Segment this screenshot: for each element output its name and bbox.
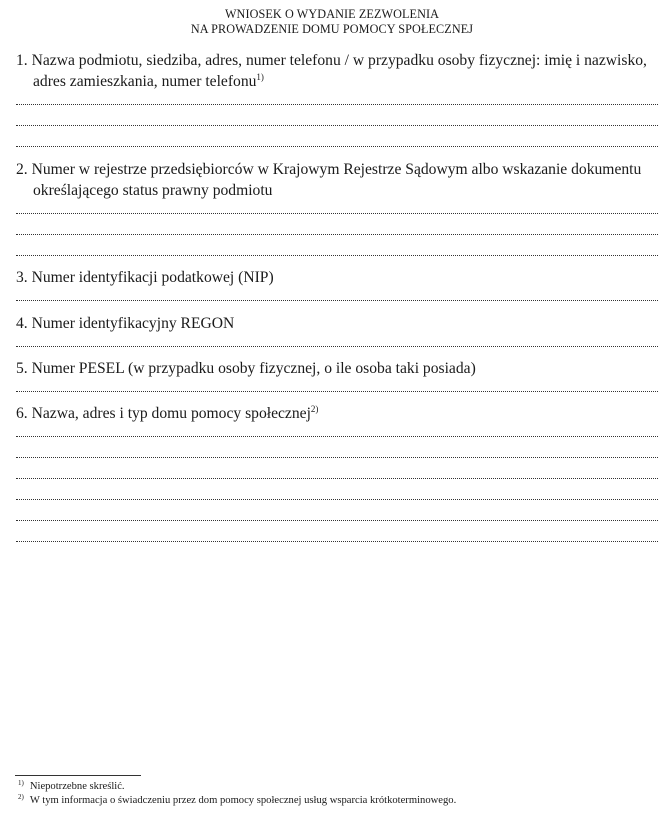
question-4: 4. Numer identyfikacyjny REGON — [16, 315, 235, 332]
footnote-1 — [18, 781, 125, 792]
form-title-line-2: NA PROWADZENIE DOMU POMOCY SPOŁECZNEJ — [190, 22, 474, 36]
answer-line-q6-6[interactable] — [16, 541, 658, 542]
answer-line-q6-5[interactable] — [16, 520, 658, 521]
footnote-1-text: Niepotrzebne skreślić. — [29, 781, 125, 792]
footnote-1-ref: 1) — [18, 779, 24, 787]
answer-line-q2-1[interactable] — [16, 213, 658, 214]
question-2-text-line-2: określającego status prawny podmiotu — [33, 182, 273, 199]
answer-line-q6-1[interactable] — [16, 436, 658, 437]
answer-line-q1-1[interactable] — [16, 104, 658, 105]
answer-line-q2-3[interactable] — [16, 255, 658, 256]
question-3: 3. Numer identyfikacji podatkowej (NIP) — [16, 269, 274, 286]
question-1-text-line-1: 1. Nazwa podmiotu, siedziba, adres, numer telefonu / w przypadku osoby fizycznej: imię i nazwisko, — [16, 52, 647, 69]
question-6 — [16, 403, 318, 424]
answer-line-q1-3[interactable] — [16, 146, 658, 147]
answer-line-q6-2[interactable] — [16, 457, 658, 458]
question-1-text-line-2 — [16, 71, 647, 92]
footnote-2 — [18, 795, 456, 806]
answer-line-q6-3[interactable] — [16, 478, 658, 479]
question-5: 5. Numer PESEL (w przypadku osoby fizycznej, o ile osoba taki posiada) — [16, 360, 476, 377]
question-1 — [16, 50, 647, 92]
answer-line-q6-4[interactable] — [16, 499, 658, 500]
answer-line-q5-1[interactable] — [16, 391, 658, 392]
footnote-2-text: W tym informacja o świadczeniu przez dom pomocy społecznej usług wsparcia krótkoterminowego. — [29, 795, 457, 806]
footnote-ref-1: 1) — [256, 72, 264, 82]
footnote-ref-2: 2) — [310, 404, 319, 414]
question-2 — [16, 159, 641, 201]
question-2-text-line-1: 2. Numer w rejestrze przedsiębiorców w Krajowym Rejestrze Sądowym albo wskazanie dokumentu — [16, 161, 642, 178]
question-6-text: 6. Nazwa, adres i typ domu pomocy społecznej — [16, 405, 311, 422]
answer-line-q3-1[interactable] — [16, 300, 658, 301]
question-1-text-line-2-content: adres zamieszkania, numer telefonu — [33, 73, 257, 90]
answer-line-q1-2[interactable] — [16, 125, 658, 126]
answer-line-q4-1[interactable] — [16, 346, 658, 347]
footnote-2-ref: 2) — [18, 793, 24, 801]
answer-line-q2-2[interactable] — [16, 234, 658, 235]
form-title-line-1: WNIOSEK O WYDANIE ZEZWOLENIA — [224, 7, 440, 21]
footnote-separator — [15, 775, 141, 776]
